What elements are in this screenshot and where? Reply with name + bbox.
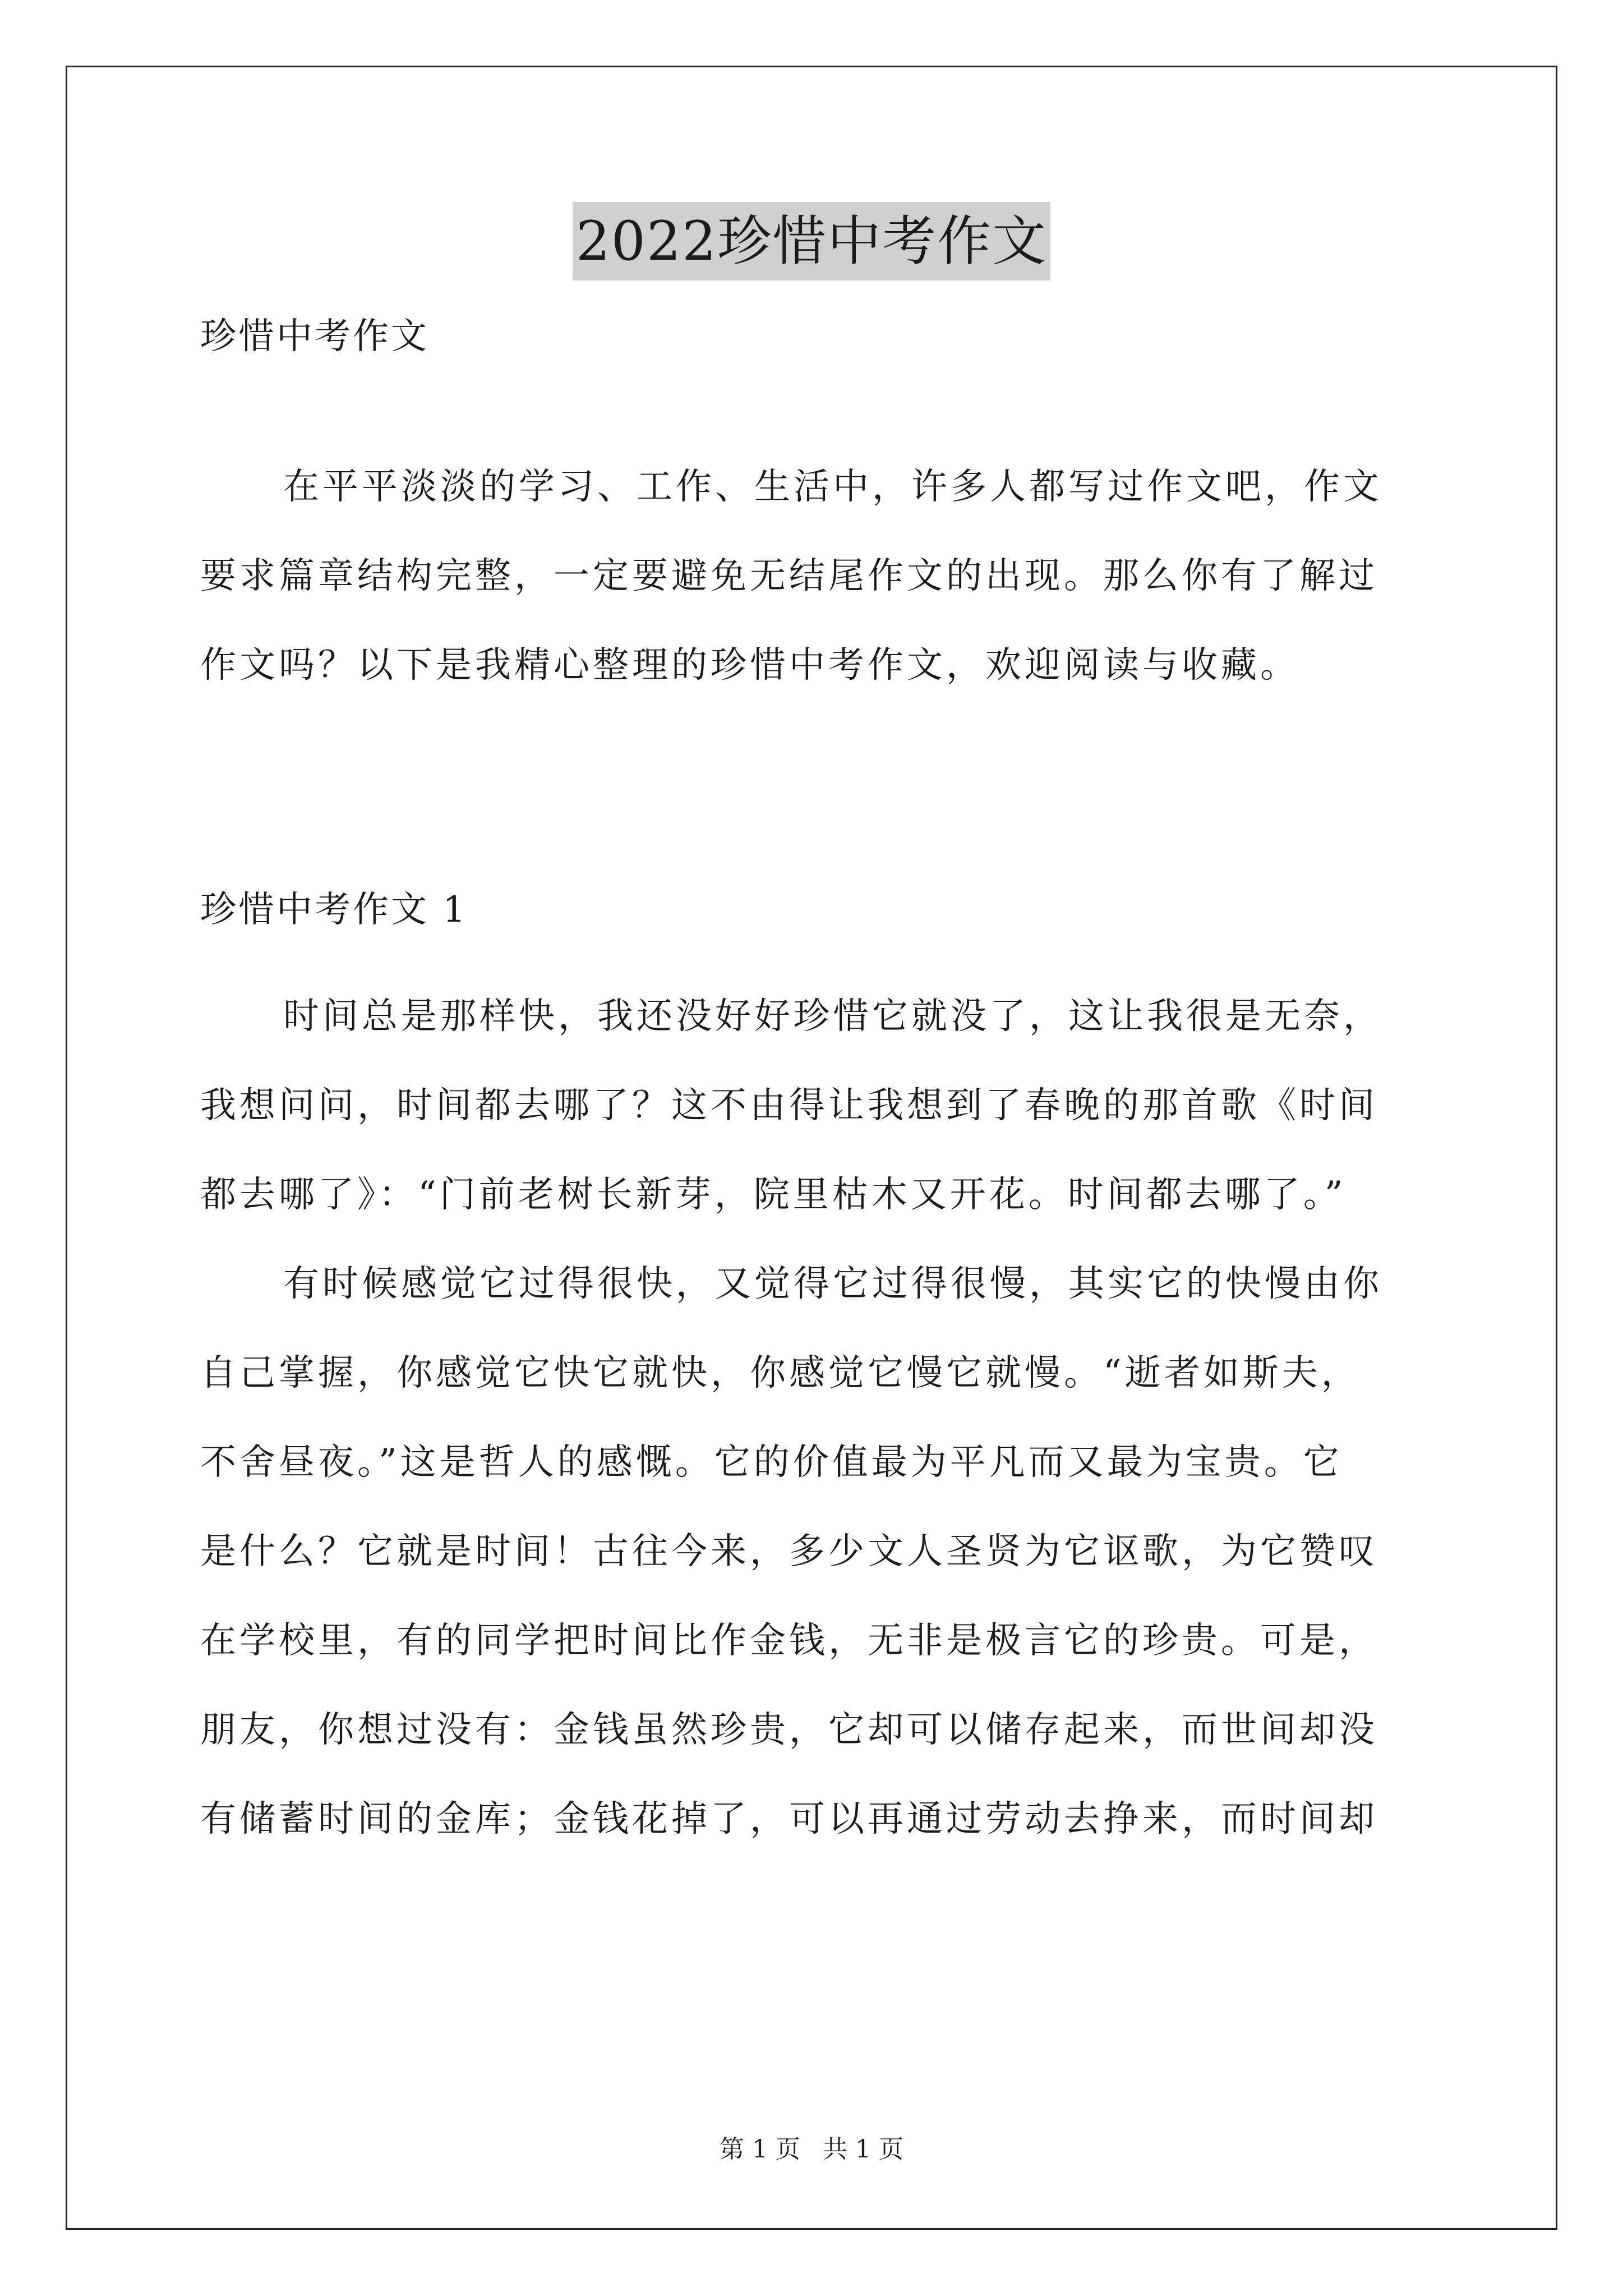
essay-line: 是什么？它就是时间！古往今来，多少文人圣贤为它讴歌，为它赞叹 <box>200 1531 1378 1572</box>
essay-line: 朋友，你想过没有：金钱虽然珍贵，它却可以储存起来，而世间却没 <box>200 1709 1378 1751</box>
intro-heading-block <box>200 314 1434 359</box>
page-number: 第 1 页 <box>720 2135 800 2164</box>
document-title-block <box>0 202 1623 280</box>
essay-line: 在学校里，有的同学把时间比作金钱，无非是极言它的珍贵。可是， <box>200 1620 1378 1662</box>
essay-heading-block <box>200 887 1434 932</box>
essay-line: 自己掌握，你感觉它快它就快，你感觉它慢它就慢。“逝者如斯夫， <box>200 1352 1361 1394</box>
intro-heading: 珍惜中考作文 <box>200 316 429 357</box>
document-title: 2022珍惜中考作文 <box>573 202 1050 280</box>
page-footer <box>0 2133 1623 2166</box>
essay-line: 有储蓄时间的金库；金钱花掉了，可以再通过劳动去挣来，而时间却 <box>200 1798 1378 1840</box>
essay-heading: 珍惜中考作文 1 <box>200 889 468 931</box>
intro-line: 在平平淡淡的学习、工作、生活中，许多人都写过作文吧，作文 <box>283 466 1382 508</box>
intro-line: 要求篇章结构完整，一定要避免无结尾作文的出现。那么你有了解过 <box>200 555 1378 597</box>
essay-line: 不舍昼夜。”这是哲人的感慨。它的价值最为平凡而又最为宝贵。它 <box>200 1442 1343 1483</box>
essay-body <box>200 994 1434 1842</box>
intro-line: 作文吗？以下是我精心整理的珍惜中考作文，欢迎阅读与收藏。 <box>200 645 1299 686</box>
essay-line: 都去哪了》：“门前老树长新芽，院里枯木又开花。时间都去哪了。” <box>200 1174 1347 1216</box>
page-total: 共 1 页 <box>823 2135 903 2164</box>
essay-line: 时间总是那样快，我还没好好珍惜它就没了，这让我很是无奈， <box>283 996 1382 1037</box>
essay-line: 有时候感觉它过得很快，又觉得它过得很慢，其实它的快慢由你 <box>283 1263 1382 1305</box>
essay-line: 我想问问，时间都去哪了？这不由得让我想到了春晚的那首歌《时间 <box>200 1085 1378 1126</box>
intro-paragraph <box>200 464 1434 688</box>
